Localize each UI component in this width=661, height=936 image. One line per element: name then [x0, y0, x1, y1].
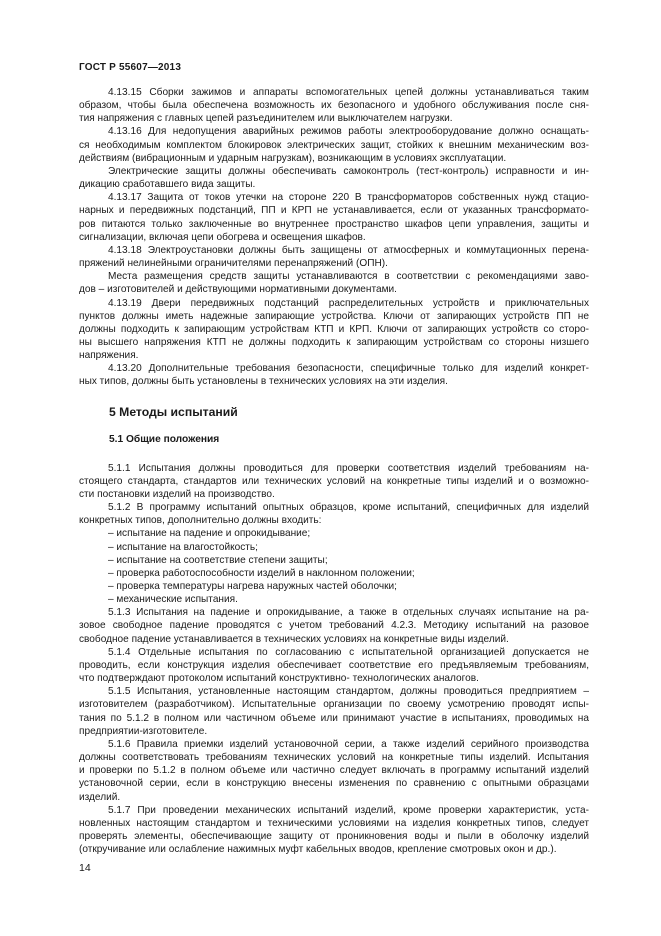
text-line: должны подходить к запирающим устройствам КТП и КРП. Ключи от запирающих устройств со сторо- [79, 323, 589, 335]
list-item: – проверка температуры нагрева наружных частей оболочки; [108, 581, 397, 592]
list-item: – испытание на падение и опрокидывание; [108, 528, 311, 540]
text-line: ся необходимым комплектом блокировок электрических защит, стойких к внешним механическим воз- [79, 139, 589, 151]
list-item: – испытание на влагостойкость; [108, 541, 258, 553]
page-number: 14 [79, 862, 91, 874]
text-line: 4.13.15 Сборки зажимов и аппараты вспомогательных цепей должны устанавливаться таким [108, 87, 589, 98]
text-line: конкретных типов, дополнительно должны входить: [79, 515, 322, 527]
list-item: – проверка работоспособности изделий в наклонном положении; [108, 567, 415, 579]
list-item: – механические испытания. [108, 594, 238, 606]
text-line: нарных и передвижных подстанций, ПП и КРП не устанавливается, если от указанных трансформато- [79, 205, 589, 217]
text-line: 4.13.18 Электроустановки должны быть защищены от атмосферных и коммутационных перена- [108, 244, 589, 256]
text-line: сти постановки изделий на производство. [79, 488, 275, 500]
text-line: 5.1.4 Отдельные испытания по согласованию с испытательной организацией допускается не [108, 646, 589, 658]
text-line: ных типов, должны быть установлены в технических условиях на эти изделия. [79, 376, 448, 388]
list-item: – испытание на соответствие степени защиты; [108, 554, 328, 566]
text-line: действиям (вибрационным и ударным нагрузкам), возникающим в условиях эксплуатации. [79, 152, 507, 164]
text-line: 4.13.17 Защита от токов утечки на стороне 220 В трансформаторов собственных нужд стацио- [108, 192, 589, 204]
text-line: пунктов должны иметь надежные запирающие устройства. Ключи от запирающих устройств ПП не [79, 310, 589, 322]
text-line: установочной серии, если в конструкцию внесены изменения по сравнению с опытными образцами [79, 778, 589, 790]
page-content [79, 86, 589, 856]
text-line: 4.13.20 Дополнительные требования безопасности, специфичные только для изделий конкрет- [108, 363, 589, 375]
text-line: 4.13.19 Двери передвижных подстанций распределительных устройств и приключательных [108, 297, 589, 309]
text-line: сигнализации, включая цепи обогрева и освещения шкафов. [79, 231, 366, 243]
text-line: проводить, если конструкция изделия обеспечивает соответствие его предъявляемым требованиям, [79, 659, 589, 671]
text-line: Места размещения средств защиты устанавливаются в соответствии с рекомендациями заво- [108, 271, 589, 283]
text-line: (откручивание или ослабление нажимных муфт кабельных вводов, крепление смотровых окон и др.). [79, 844, 557, 856]
text-line: 5.1.3 Испытания на падение и опрокидывание, а также в отдельных случаях испытание на ра- [108, 607, 589, 619]
text-line: Электрические защиты должны обеспечивать самоконтроль (тест-контроль) исправности и ин- [108, 165, 589, 177]
text-line: тия напряжения с главных цепей разъединителем или выключателем нагрузки. [79, 113, 453, 125]
section-title: 5 Методы испытаний [109, 404, 238, 419]
text-line: что подтверждают протоколом испытаний конструктивно- технологических аналогов. [79, 673, 479, 685]
text-line: 4.13.16 Для недопущения аварийных режимов работы электрооборудование должно оснащать- [108, 126, 589, 138]
text-line: ров питаются только заключенные во внутреннее пространство шкафов цепи управления, защиты и [79, 218, 589, 230]
text-line: образом, чтобы была обеспечена возможность их безопасного и удобного обслуживания после сня- [79, 100, 589, 112]
text-line: проверять элементы, обеспечивающие защиту от проникновения воды и пыли в оболочку изделий [79, 830, 589, 842]
text-line: изготовителем (разработчиком). Испытательные организации по своему усмотрению проводят испы- [79, 699, 589, 711]
text-line: зовое свободное падение проводятся с учетом требований 4.2.3. Методику испытаний на разовое [79, 620, 589, 632]
text-line: 5.1.5 Испытания, установленные настоящим стандартом, должны проводиться предприятием – [108, 686, 589, 698]
text-line: 5.1.2 В программу испытаний опытных образцов, кроме испытаний, специфичных для изделий [108, 502, 589, 514]
text-line: пряжений нелинейными ограничителями перенапряжений (ОПН). [79, 258, 388, 270]
text-line: и проверки по 5.1.2 в полном объеме или частично следует включать в программу испытаний изделий [79, 765, 589, 777]
text-line: напряжения. [79, 350, 139, 362]
document-header: ГОСТ Р 55607—2013 [79, 62, 182, 73]
text-line: изделий. [79, 791, 121, 803]
text-line: 5.1.6 Правила приемки изделий установочной серии, а также изделий серийного производства [108, 738, 589, 750]
text-line: должны соответствовать требованиям технических условий на конкретные типы изделий. Испытания [79, 752, 589, 764]
text-line: дов – изготовителей и действующими нормативными документами. [79, 284, 397, 296]
text-line: ны высшего напряжения КТП не должны подходить к запирающим устройствам со стороны низшего [79, 336, 589, 348]
text-line: предприятии-изготовителе. [79, 725, 208, 737]
text-line: новленных настоящим стандартом и техническими условиями на изделия конкретных типов, следует [79, 817, 589, 829]
text-line: свободное падение устанавливается в технических условиях на конкретные виды изделий. [79, 633, 509, 645]
text-line: дикацию сработавшего вида защиты. [79, 179, 256, 191]
text-line: тания по 5.1.2 в полном или частичном объеме или принимают участие в испытаниях, проводимых на [79, 712, 589, 724]
text-line: 5.1.7 При проведении механических испытаний изделий, кроме проверки характеристик, уста- [108, 804, 589, 816]
text-line: 5.1.1 Испытания должны проводиться для проверки соответствия изделий требованиям на- [108, 462, 589, 474]
subsection-title: 5.1 Общие положения [109, 433, 220, 445]
text-line: стоящего стандарта, стандартов или технических условий на конкретные типы изделий и о возможно- [79, 475, 589, 487]
